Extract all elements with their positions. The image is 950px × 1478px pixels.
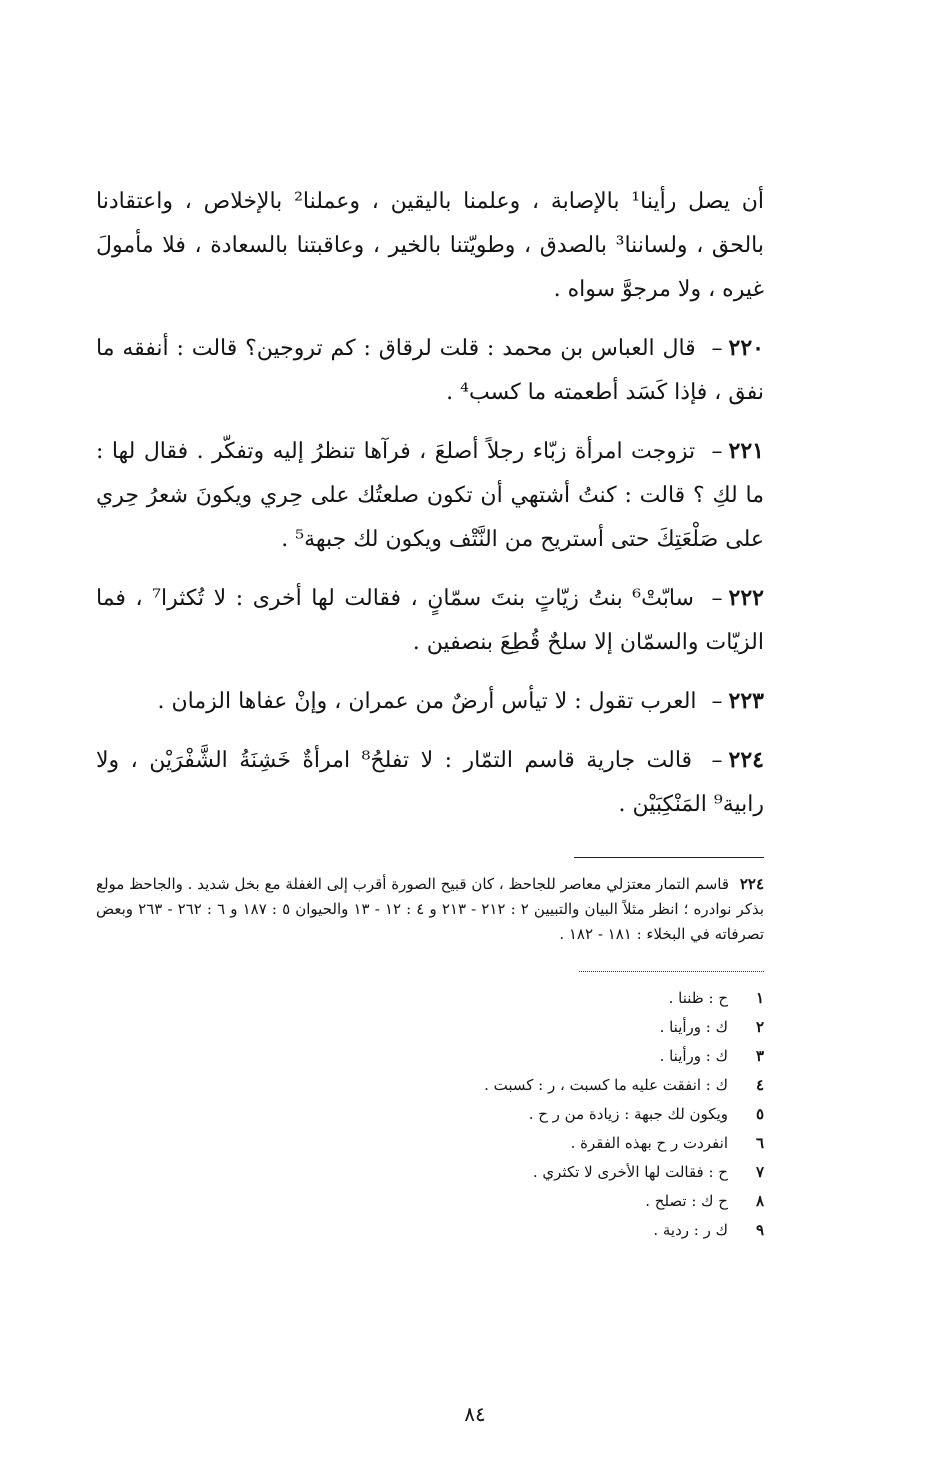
- footnote-number: ٢٢٤: [739, 875, 764, 893]
- variant-text: ح : فقالت لها الأخرى لا تكثري .: [532, 1163, 728, 1181]
- paragraph-text: العرب تقول : لا تيأس أرضٌ من عمران ، وإنْ عفاها الزمان .: [157, 689, 697, 714]
- variant-item: [96, 1013, 764, 1042]
- paragraph-text: سابّتْ⁶ بنتُ زيّاتٍ بنتَ سمّانٍ ، فقالت لها أخرى : لا تُكثرا⁷ ، فما الزيّات والسمّان إلا سلحٌ قُطِعَ بنصفين .: [96, 586, 764, 655]
- paragraph-number: ٢٢٣: [728, 688, 764, 714]
- page-number: ٨٤: [464, 1402, 486, 1426]
- variant-item: [96, 1216, 764, 1245]
- variant-text: ك : ورأينا .: [659, 1047, 728, 1065]
- paragraph-number: ٢٢٢: [728, 585, 764, 611]
- paragraph-text: أن يصل رأينا¹ بالإصابة ، وعلمنا باليقين ، وعملنا² بالإخلاص ، واعتقادنا بالحق ، ولساننا³ بالصدق ، وطويّتنا بالخير ، وعاقبتنا بالسعادة ، فلا مأمولَ غيره ، ولا مرجوَّ سواه .: [96, 189, 765, 302]
- variant-number: ٥: [755, 1105, 764, 1123]
- variant-item: [96, 1071, 764, 1100]
- variant-text: انفردت ر ح بهذه الفقرة .: [570, 1134, 728, 1152]
- paragraph-number: ٢٢٤: [728, 747, 764, 773]
- variant-text: ويكون لك جبهة : زيادة من ر ح .: [528, 1105, 728, 1123]
- variant-text: ك : ورأينا .: [659, 1018, 728, 1036]
- paragraph-223: ٢٢٣– العرب تقول : لا تيأس أرضٌ من عمران ، وإنْ عفاها الزمان .: [157, 688, 764, 714]
- variant-number: ٩: [755, 1221, 764, 1239]
- variant-text: ح : ظننا .: [668, 989, 728, 1007]
- variant-item: [96, 1100, 764, 1129]
- book-page: [96, 180, 764, 1420]
- variant-item: [96, 1187, 764, 1216]
- variant-number: ٨: [755, 1192, 764, 1210]
- paragraph-220: ٢٢٠– قال العباس بن محمد : قلت لرقاق : كم تروجين؟ قالت : أنفقه ما نفق ، فإذا كَسَد أطعمته ما كسب⁴ .: [96, 335, 764, 405]
- paragraph-text: تزوجت امرأة زبّاء رجلاً أصلعَ ، فرآها تنظرُ إليه وتفكّر . فقال لها : ما لكِ ؟ قالت : كنتُ أشتهي أن تكون صلعتُك على حِري ويكونَ شعرُ حِري على صَلْعَتِكَ حتى أستريح من النَّتْف ويكون لك جبهة⁵ .: [96, 439, 764, 552]
- paragraph-number: ٢٢٠: [728, 335, 764, 361]
- variant-item: [96, 1129, 764, 1158]
- variants-divider: [579, 971, 764, 972]
- variant-number: ٦: [755, 1134, 764, 1152]
- variant-item: [96, 1042, 764, 1071]
- footnote-divider: [574, 857, 764, 858]
- variant-item: [96, 984, 764, 1013]
- variant-number: ١: [755, 989, 764, 1007]
- paragraph-text: قالت جارية قاسم التمّار : لا تفلحُ⁸ امرأةٌ خَشِنَةُ الشَّفْرَيْن ، ولا رابية⁹ المَنْكِبَيْن .: [96, 748, 764, 817]
- variant-readings-list: [96, 984, 764, 1245]
- variant-text: ح ك : تصلح .: [645, 1192, 728, 1210]
- paragraph-text: قال العباس بن محمد : قلت لرقاق : كم تروجين؟ قالت : أنفقه ما نفق ، فإذا كَسَد أطعمته ما كسب⁴ .: [96, 336, 764, 405]
- paragraph-224: ٢٢٤– قالت جارية قاسم التمّار : لا تفلحُ⁸ امرأةٌ خَشِنَةُ الشَّفْرَيْن ، ولا رابية⁹ المَنْكِبَيْن .: [96, 747, 764, 817]
- paragraph-number: ٢٢١: [728, 438, 764, 464]
- continuation-paragraph: [96, 180, 764, 312]
- commentary-footnote: [96, 872, 764, 947]
- variant-number: ٢: [755, 1018, 764, 1036]
- main-text: [96, 180, 764, 827]
- variant-item: [96, 1158, 764, 1187]
- variant-number: ٧: [755, 1163, 764, 1181]
- variant-text: ك ر : ردية .: [653, 1221, 728, 1239]
- footnote-text: قاسم التمار معتزلي معاصر للجاحظ ، كان قبيح الصورة أقرب إلى الغفلة مع بخل شديد . والجاحظ مولع بذكر نوادره ؛ انظر مثلاً البيان والتبيين ٢ : ٢١٢ - ٢١٣ و ٤ : ١٢ - ١٣ والحيوان ٥ : ١٨٧ و ٦ : ٢٦٢ - ٢٦٣ وبعض تصرفاته في البخلاء : ١٨١ - ١٨٢ .: [96, 875, 765, 943]
- paragraph-222: ٢٢٢– سابّتْ⁶ بنتُ زيّاتٍ بنتَ سمّانٍ ، فقالت لها أخرى : لا تُكثرا⁷ ، فما الزيّات والسمّان إلا سلحٌ قُطِعَ بنصفين .: [96, 585, 764, 655]
- paragraph-221: ٢٢١– تزوجت امرأة زبّاء رجلاً أصلعَ ، فرآها تنظرُ إليه وتفكّر . فقال لها : ما لكِ ؟ قالت : كنتُ أشتهي أن تكون صلعتُك على حِري ويكونَ شعرُ حِري على صَلْعَتِكَ حتى أستريح من النَّتْف ويكون لك جبهة⁵ .: [96, 438, 764, 552]
- variant-number: ٤: [755, 1076, 764, 1094]
- variant-text: ك : انفقت عليه ما كسبت ، ر : كسبت .: [484, 1076, 728, 1094]
- variant-number: ٣: [755, 1047, 764, 1065]
